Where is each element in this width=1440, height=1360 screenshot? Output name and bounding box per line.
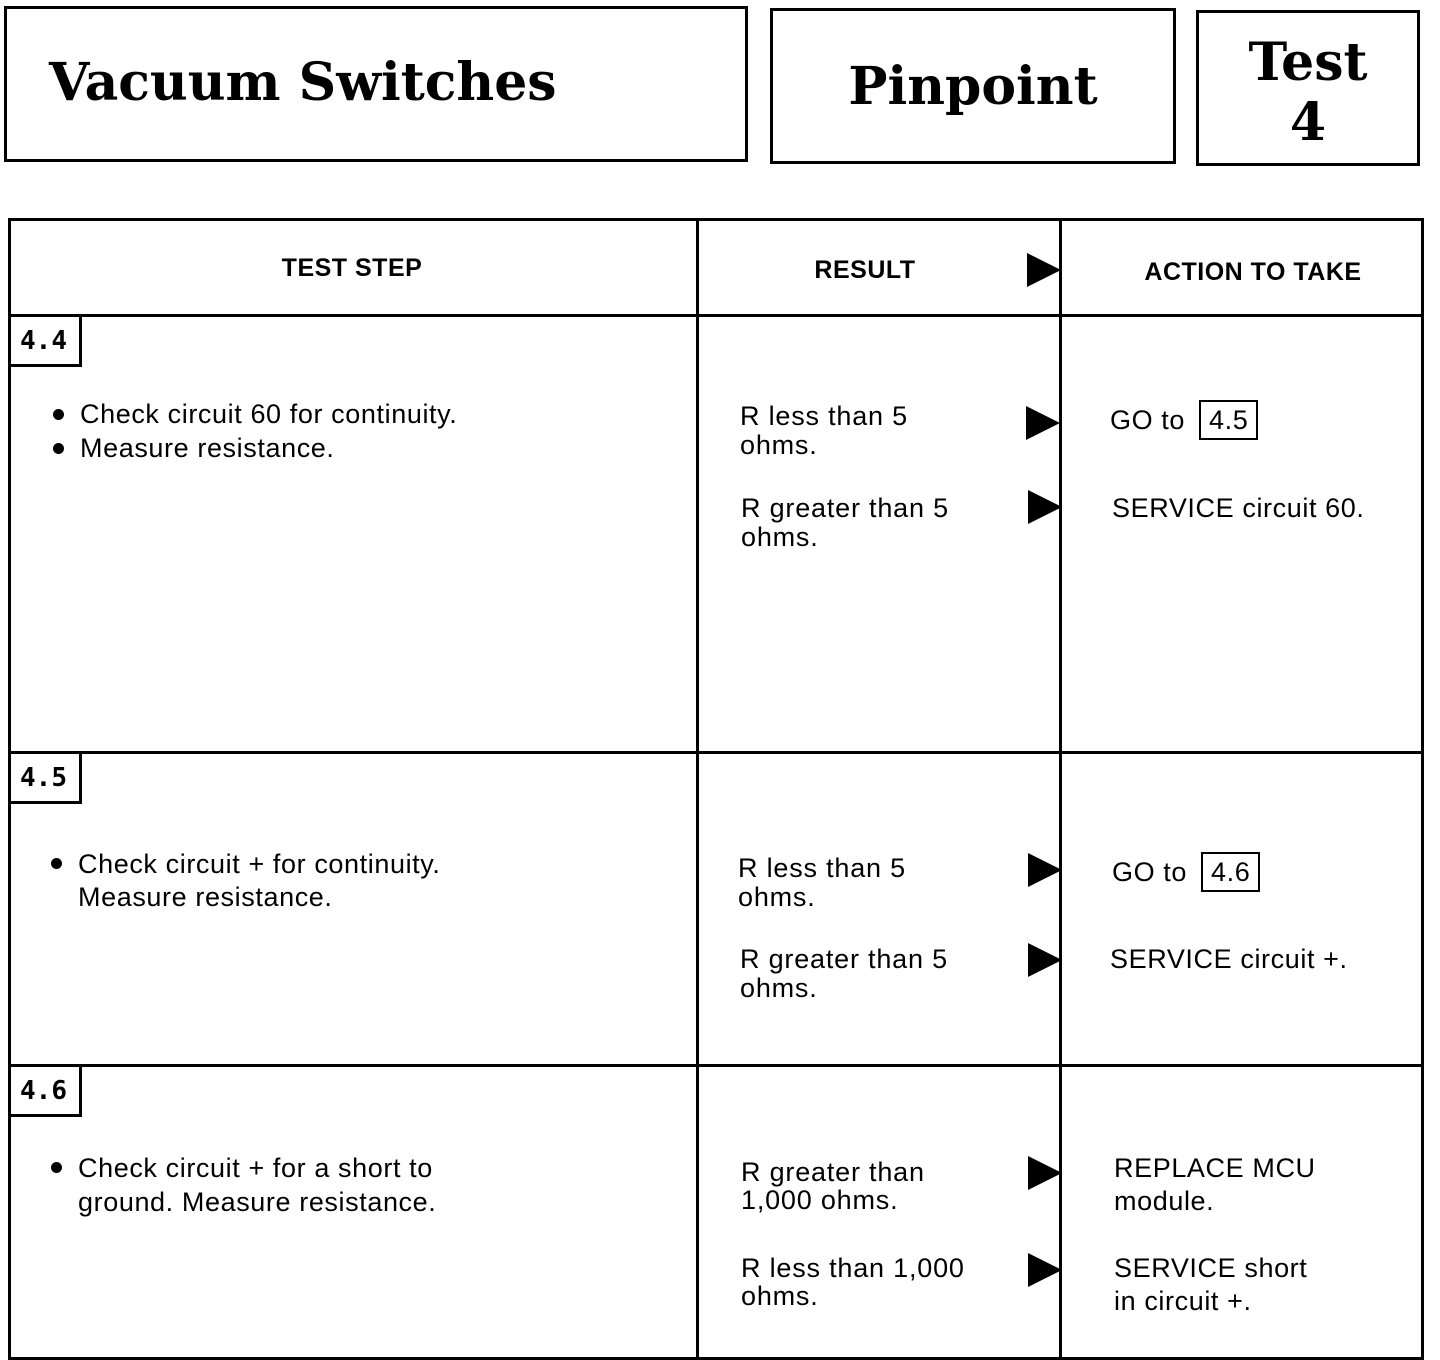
step-instruction: Check circuit + for a short to [78, 1153, 433, 1183]
result-arrow-icon [1028, 1156, 1062, 1190]
step-instruction: Measure resistance. [78, 882, 333, 912]
result-line: R greater than 5 [740, 944, 948, 974]
step-reference-link[interactable]: 4.5 [1199, 400, 1258, 440]
result-line: R less than 1,000 [741, 1253, 965, 1283]
action-goto [1112, 852, 1260, 892]
action-text: REPLACE MCU [1114, 1153, 1316, 1183]
step-number: 4.4 [8, 317, 82, 367]
action-text: in circuit +. [1114, 1286, 1252, 1316]
header-row-divider [8, 314, 1422, 317]
result-arrow-icon [1028, 490, 1062, 524]
result-line: ohms. [741, 522, 819, 552]
result-line: R greater than 5 [741, 493, 949, 523]
result-line: R less than 5 [740, 401, 908, 431]
result-line: ohms. [740, 973, 818, 1003]
step-instruction: Check circuit + for continuity. [78, 849, 441, 879]
column-divider-1 [696, 220, 699, 1358]
step-instruction: Measure resistance. [80, 433, 335, 463]
result-line: ohms. [741, 1281, 819, 1311]
action-text: module. [1114, 1186, 1215, 1216]
row-divider-1 [8, 751, 1422, 754]
action-goto [1110, 400, 1258, 440]
title-box [4, 6, 748, 162]
result-line: 1,000 ohms. [741, 1185, 899, 1215]
bullet-icon [51, 858, 62, 869]
page-title: Vacuum Switches [49, 52, 557, 113]
action-text: GO to [1110, 405, 1186, 435]
pinpoint-box [770, 8, 1176, 164]
column-header-action: ACTION TO TAKE [1144, 258, 1362, 286]
result-arrow-icon [1028, 943, 1062, 977]
result-arrow-icon [1028, 1253, 1062, 1287]
step-number: 4.5 [8, 754, 82, 804]
column-header-test-step: TEST STEP [281, 254, 423, 282]
step-reference-link[interactable]: 4.6 [1201, 852, 1260, 892]
bullet-icon [53, 409, 64, 420]
result-arrow-icon [1026, 406, 1060, 440]
test-label: Test [1248, 32, 1368, 93]
result-line: R greater than [741, 1157, 925, 1187]
result-line: ohms. [738, 882, 816, 912]
row-divider-2 [8, 1064, 1422, 1067]
bullet-icon [53, 443, 64, 454]
bullet-icon [51, 1162, 62, 1173]
step-instruction: ground. Measure resistance. [78, 1187, 437, 1217]
action-text: SERVICE circuit +. [1110, 944, 1348, 974]
result-line: R less than 5 [738, 853, 906, 883]
action-text: GO to [1112, 857, 1188, 887]
header-arrow-icon [1027, 253, 1061, 287]
step-number: 4.6 [8, 1067, 82, 1117]
step-instruction: Check circuit 60 for continuity. [80, 399, 458, 429]
test-number: 4 [1289, 92, 1327, 153]
action-text: SERVICE circuit 60. [1112, 493, 1365, 523]
result-line: ohms. [740, 430, 818, 460]
column-header-result: RESULT [814, 256, 916, 284]
action-text: SERVICE short [1114, 1253, 1308, 1283]
pinpoint-label: Pinpoint [848, 56, 1098, 117]
result-arrow-icon [1028, 853, 1062, 887]
test-number-box [1196, 10, 1420, 166]
